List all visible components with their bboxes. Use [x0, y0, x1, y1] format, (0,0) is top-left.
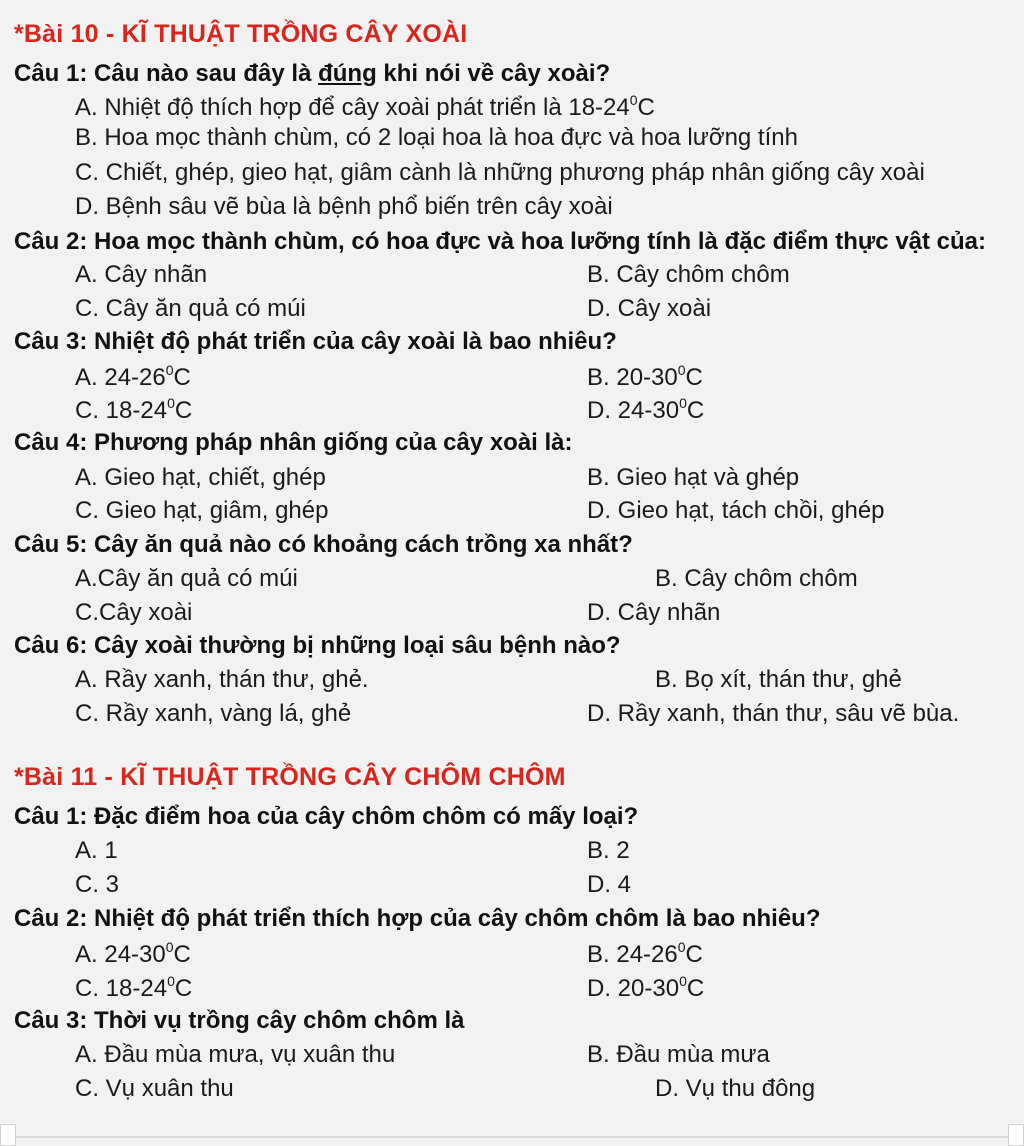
q2-option-d: D. Cây xoài — [587, 295, 712, 322]
degree-mark: 0 — [677, 939, 686, 955]
q4-option-c: C. Gieo hạt, giâm, ghép — [75, 497, 329, 524]
lesson-10-title: *Bài 10 - KĨ THUẬT TRỒNG CÂY XOÀI — [14, 20, 468, 48]
question-4: Câu 4: Phương pháp nhân giống của cây xoài là: — [14, 429, 573, 456]
q1-option-c: C. Chiết, ghép, gieo hạt, giâm cành là những phương pháp nhân giống cây xoài — [75, 159, 925, 186]
celsius-unit: C — [685, 364, 703, 391]
q1-option-a-text: A. Nhiệt độ thích hợp để cây xoài phát triển là 18-24 — [75, 94, 630, 121]
question-1-prefix: Câu 1: Câu nào sau đây là — [14, 60, 319, 87]
q2-option-a: A. Cây nhãn — [75, 261, 208, 288]
q3-option-b-text: B. 20-30 — [587, 364, 678, 391]
q2-option-b: B. Cây chôm chôm — [587, 261, 790, 288]
q3-option-b — [587, 362, 703, 392]
q3-option-d-text: D. 24-30 — [587, 397, 680, 424]
degree-mark: 0 — [679, 395, 687, 411]
question-2: Câu 2: Hoa mọc thành chùm, có hoa đực và hoa lưỡng tính là đặc điểm thực vật của: — [14, 228, 987, 255]
right-corner-tab — [1008, 1124, 1024, 1146]
q5-option-d: D. Cây nhãn — [587, 599, 721, 626]
degree-mark: 0 — [167, 395, 175, 411]
l11-q2-option-a — [75, 939, 191, 969]
q3-option-d — [587, 395, 704, 425]
q6-option-d: D. Rầy xanh, thán thư, sâu vẽ bùa. — [587, 700, 960, 727]
celsius-unit: C — [173, 364, 191, 391]
l11-q3-option-c: C. Vụ xuân thu — [75, 1075, 234, 1102]
celsius-unit: C — [174, 975, 193, 1002]
question-5: Câu 5: Cây ăn quả nào có khoảng cách trồng xa nhất? — [14, 531, 633, 558]
l11-q1-option-b: B. 2 — [587, 837, 630, 864]
degree-mark: 0 — [165, 939, 174, 955]
l11-q2-option-c — [75, 973, 192, 1003]
celsius-unit: C — [686, 397, 705, 424]
celsius-unit: C — [174, 397, 193, 424]
q3-option-c-text: C. 18-24 — [75, 397, 168, 424]
l11-q3-option-d: D. Vụ thu đông — [655, 1075, 816, 1102]
l11-q1-option-a: A. 1 — [75, 837, 118, 864]
l11-q2-option-d — [587, 973, 704, 1003]
q3-option-c — [75, 395, 192, 425]
q6-option-c: C. Rầy xanh, vàng lá, ghẻ — [75, 700, 352, 727]
question-1 — [14, 60, 610, 88]
question-1-emphasis: đúng — [318, 60, 377, 87]
left-corner-tab — [0, 1124, 16, 1146]
celsius-unit: C — [637, 94, 655, 121]
q3-option-a-text: A. 24-26 — [75, 364, 166, 391]
l11-q2-option-d-text: D. 20-30 — [587, 975, 680, 1002]
l11-question-3: Câu 3: Thời vụ trồng cây chôm chôm là — [14, 1007, 465, 1034]
q4-option-d: D. Gieo hạt, tách chồi, ghép — [587, 497, 885, 524]
question-1-suffix: khi nói về cây xoài? — [376, 60, 611, 87]
q6-option-a: A. Rầy xanh, thán thư, ghẻ. — [75, 666, 369, 693]
l11-question-1: Câu 1: Đặc điểm hoa của cây chôm chôm có mấy loại? — [14, 803, 639, 830]
l11-q3-option-a: A. Đầu mùa mưa, vụ xuân thu — [75, 1041, 396, 1068]
l11-q1-option-d: D. 4 — [587, 871, 632, 898]
page-bottom-divider — [0, 1136, 1024, 1138]
l11-question-2: Câu 2: Nhiệt độ phát triển thích hợp của cây chôm chôm là bao nhiêu? — [14, 905, 821, 932]
celsius-unit: C — [685, 941, 703, 968]
q5-option-c: C.Cây xoài — [75, 599, 193, 626]
degree-mark: 0 — [629, 92, 638, 108]
l11-q2-option-b — [587, 939, 703, 969]
q4-option-a: A. Gieo hạt, chiết, ghép — [75, 464, 326, 491]
degree-mark: 0 — [165, 362, 174, 378]
l11-q2-option-b-text: B. 24-26 — [587, 941, 678, 968]
q5-option-a: A.Cây ăn quả có múi — [75, 565, 298, 592]
l11-q1-option-c: C. 3 — [75, 871, 120, 898]
celsius-unit: C — [686, 975, 705, 1002]
q2-option-c: C. Cây ăn quả có múi — [75, 295, 306, 322]
l11-q3-option-b: B. Đầu mùa mưa — [587, 1041, 770, 1068]
l11-q2-option-c-text: C. 18-24 — [75, 975, 168, 1002]
lesson-11-title: *Bài 11 - KĨ THUẬT TRỒNG CÂY CHÔM CHÔM — [14, 763, 566, 791]
celsius-unit: C — [173, 941, 191, 968]
degree-mark: 0 — [677, 362, 686, 378]
q6-option-b: B. Bọ xít, thán thư, ghẻ — [655, 666, 902, 693]
degree-mark: 0 — [679, 973, 687, 989]
q1-option-b: B. Hoa mọc thành chùm, có 2 loại hoa là hoa đực và hoa lưỡng tính — [75, 124, 798, 151]
q1-option-d: D. Bệnh sâu vẽ bùa là bệnh phổ biến trên cây xoài — [75, 193, 613, 220]
q3-option-a — [75, 362, 191, 392]
degree-mark: 0 — [167, 973, 175, 989]
question-6: Câu 6: Cây xoài thường bị những loại sâu bệnh nào? — [14, 632, 621, 659]
q5-option-b: B. Cây chôm chôm — [655, 565, 858, 592]
question-3: Câu 3: Nhiệt độ phát triển của cây xoài là bao nhiêu? — [14, 328, 617, 355]
q4-option-b: B. Gieo hạt và ghép — [587, 464, 800, 491]
l11-q2-option-a-text: A. 24-30 — [75, 941, 166, 968]
q1-option-a — [75, 92, 655, 122]
